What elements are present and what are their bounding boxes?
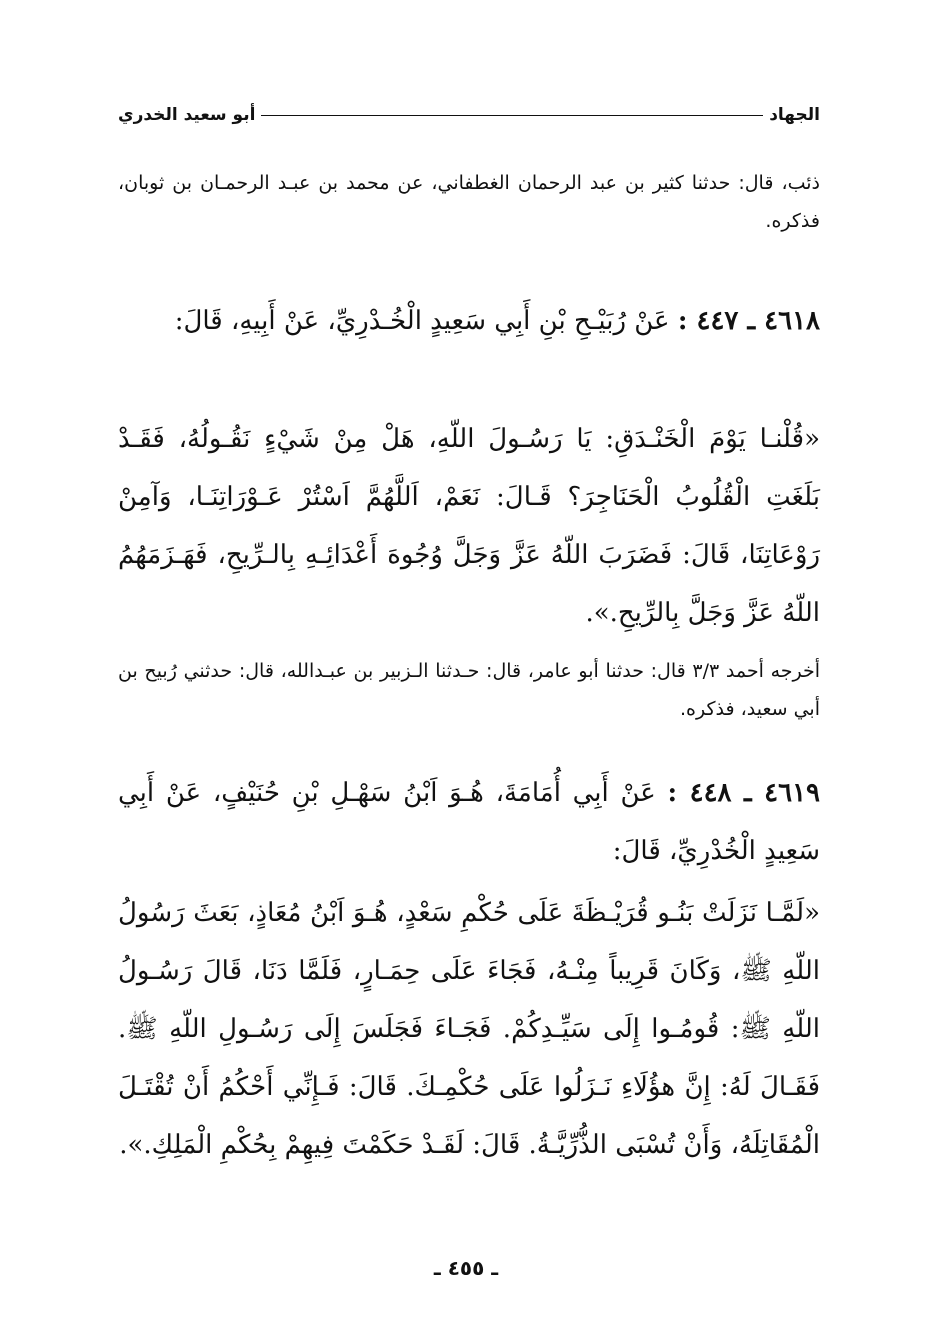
- hadith-4618-number: ٤٦١٨ ـ ٤٤٧ :: [677, 306, 820, 336]
- continuation-note: ذئب، قال: حدثنا كثير بن عبد الرحمان الغطفاني، عن محمد بن عبـد الرحمـان بن ثوبان، فذكره.: [118, 172, 820, 232]
- hadith-4618-takhrij: أخرجه أحمد ٣/٣ قال: حدثنا أبو عامر، قال: حـدثنا الـزبير بن عبـدالله، قال: حدثني رُبيح بن أبي سعيد، فذكره.: [118, 660, 821, 720]
- running-header: [118, 100, 820, 130]
- page-number: ـ ٤٥٥ ـ: [433, 1256, 499, 1280]
- hadith-4619-heading: [118, 764, 820, 880]
- hadith-4619-isnad: عَنْ أَبِي أُمَامَةَ، هُـوَ اَبْنُ سَهْـلِ بْنِ حُنَيْفٍ، عَنْ أَبِي سَعِيدٍ الْخُدْرِيِّ، قَالَ:: [118, 778, 820, 866]
- hadith-4619-text: «لَمَّـا نَزَلَتْ بَنُـو قُرَيْـظَةَ عَلَى حُكْمِ سَعْدٍ، هُـوَ اَبْنُ مُعَاذٍ، بَعَثَ رَسُولُ اللّهِ ﷺ، وَكَانَ قَرِيباً مِنْـهُ، فَجَاءَ عَلَى حِمَـارٍ، فَلَمَّا دَنَا، قَالَ رَسُـولُ اللّهِ ﷺ: قُومُـوا إِلَى سَيِّـدِكُمْ. فَجَـاءَ فَجَلَسَ إِلَى رَسُـولِ اللّهِ ﷺ. فَقَـالَ لَهُ: إِنَّ هؤُلَاءِ نَـزَلُوا عَلَى حُكْمِـكَ. قَالَ: فَـإِنِّي أَحْكُمُ أَنْ تُقْتَـلَ الْمُقَاتِلَهُ، وَأَنْ تُسْبَى الذُّرِّيَّـةُ. قَالَ: لَقَـدْ حَكَمْتَ فِيهِمْ بِحُكْمِ الْمَلِكِ.».: [118, 898, 820, 1160]
- hadith-4619-number: ٤٦١٩ ـ ٤٤٨ :: [667, 778, 821, 808]
- header-chapter-title: الجهاد: [769, 105, 820, 125]
- hadith-4618-isnad: عَنْ رُبَيْـحِ بْنِ أَبِي سَعِيدٍ الْخُـدْرِيِّ، عَنْ أَبِيهِ، قَالَ:: [174, 306, 670, 336]
- header-section-title: أبو سعيد الخدري: [118, 105, 256, 125]
- hadith-4618-text: «قُلْنـا يَوْمَ الْخَنْـدَقِ: يَا رَسُـولَ اللّهِ، هَلْ مِنْ شَيْءٍ نَقُـولُهُ، فَقَـدْ بَلَغَتِ الْقُلُوبُ الْحَنَاجِرَ؟ قَـالَ: نَعَمْ، اَللَّهُمَّ اَسْتُرْ عَـوْرَاتِنَـا، وَآمِنْ رَوْعَاتِنَا، قَالَ: فَضَرَبَ اللّهُ عَزَّ وَجَلَّ وُجُوهَ أَعْدَائِـهِ بِالـرِّيحِ، فَهَـزَمَهُمُ اللّهُ عَزَّ وَجَلَّ بِالرِّيحِ.».: [118, 424, 820, 628]
- header-rule: [261, 115, 763, 116]
- hadith-4618-heading: [118, 292, 820, 350]
